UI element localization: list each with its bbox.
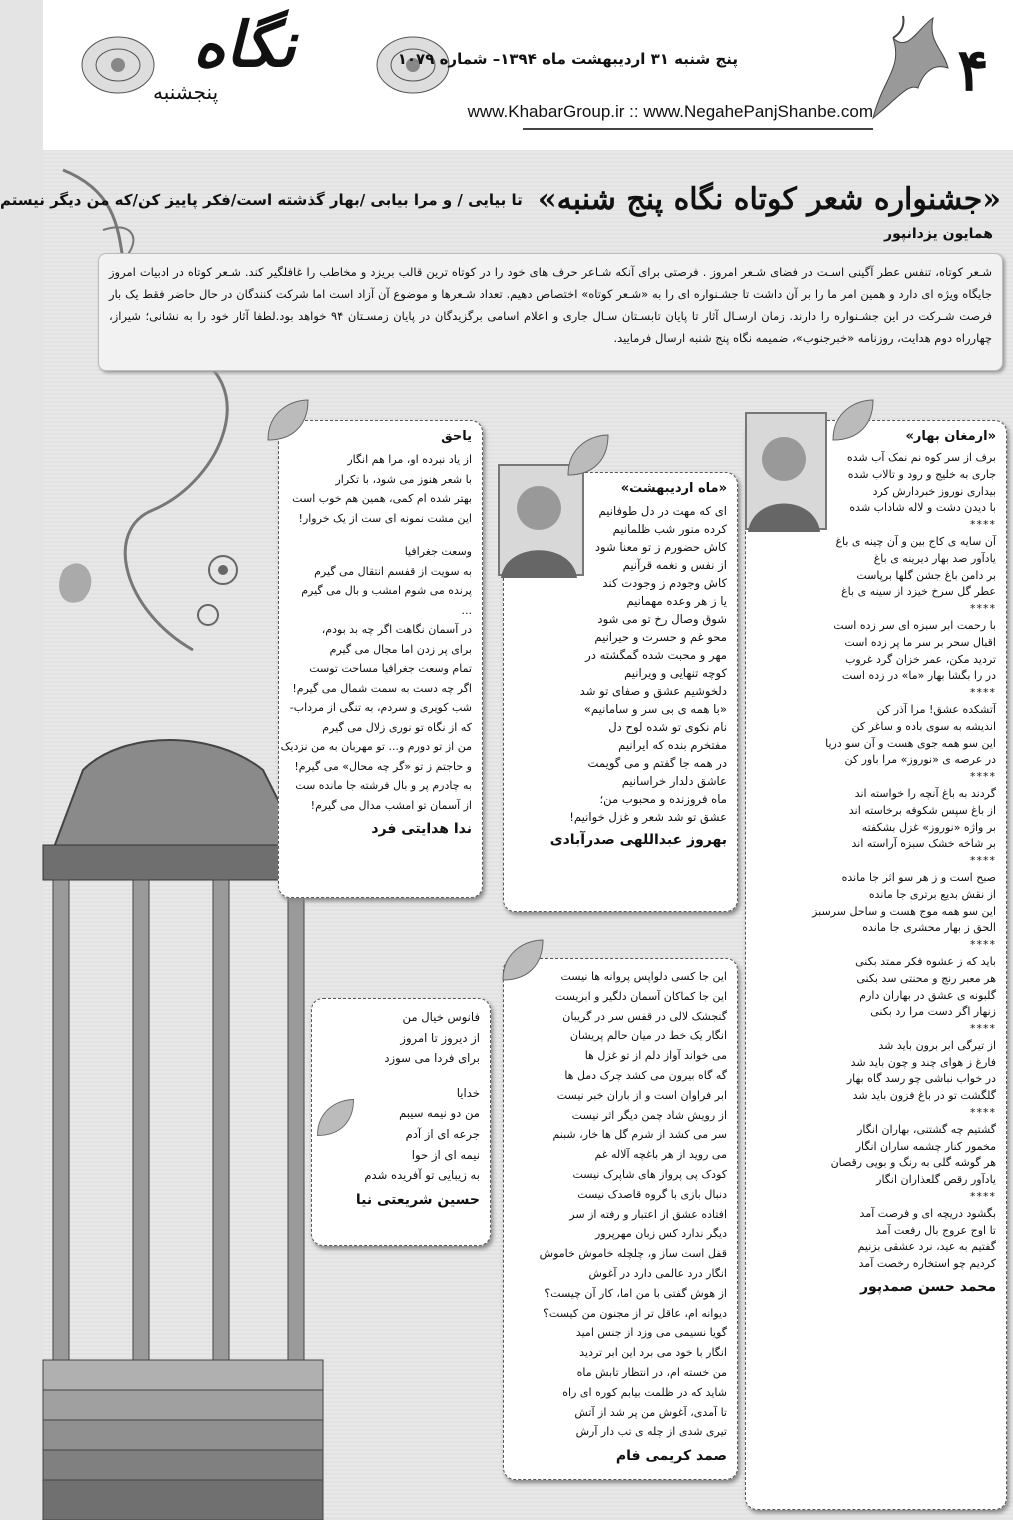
poem-line: از تیرگی ابر برون باید شد <box>878 1038 996 1052</box>
poet-photo <box>498 464 584 576</box>
poem-line: از نقش بدیع برتری جا مانده <box>868 887 996 901</box>
poem-line: شوق وصال رخ تو می شود <box>597 612 727 626</box>
phoenix-ornament-icon <box>863 8 953 128</box>
stanza-separator: **** <box>970 686 996 700</box>
poem-line: این جا کسی دلواپس پروانه ها نیست <box>560 970 727 983</box>
poem-line: بر واژه «نوروز» غزل بشکفته <box>861 820 996 834</box>
poem-line: در را بگشا بهار «ما» در زده است <box>841 669 996 683</box>
poem-line: ... <box>461 603 472 617</box>
poem-line: این سو همه موج هست و ساحل سرسبز <box>812 904 996 918</box>
poem-line: کودک پی پرواز های شاپرک نیست <box>572 1167 727 1181</box>
poem-line: کاش حضورم ز تو معنا شود <box>594 540 727 554</box>
poem-line: گویا نسیمی می وزد از جنس امید <box>575 1326 727 1340</box>
poem-line: وسعت جغرافیا <box>404 545 472 558</box>
poem-line: انگار با خود می برد این ابر تردید <box>579 1346 727 1360</box>
poem-author: بهروز عبداللهی صدرآبادی <box>549 832 727 848</box>
poem-line: برای پر زدن اما مجال می گیرم <box>329 642 472 656</box>
stanza-separator: **** <box>970 770 996 784</box>
title-epigraph: تا بیایی / و مرا بیابی /بهار گذشته است/فکر پاییز کن/که من دیگر نیستم <box>0 190 523 209</box>
poem-line: یا ز هر وعده مهمانیم <box>626 594 727 608</box>
poem-line: خدایا <box>456 1085 480 1100</box>
poem-line: بیداری نوروز خبردارش کرد <box>872 484 996 498</box>
poem-line: شب کویری و سردم، به تنگی از مرداب- <box>289 701 472 714</box>
poem-line: بگشود دریچه ای و فرصت آمد <box>859 1206 996 1220</box>
poem-line: گردند به باغ آنچه را خواسته اند <box>854 786 996 800</box>
leaf-icon <box>313 1095 358 1140</box>
floral-ornament-icon <box>78 30 158 100</box>
stanza-separator: **** <box>970 1106 996 1120</box>
poem-line: ای که مهت در دل طوفانیم <box>598 504 727 518</box>
poem-line: انگار درد عالمی دارد در آغوش <box>588 1266 727 1280</box>
poem-line: از هوش گفتی با من اما، کار آن چیست؟ <box>544 1286 727 1300</box>
poem-box-right <box>745 420 1007 1510</box>
poem-line: با دیدن دشت و لاله شاداب شده <box>849 501 996 515</box>
poem-author: صمد کریمی فام <box>615 1448 727 1465</box>
poem-line: نیمه ای از حوا <box>411 1147 480 1162</box>
title-row <box>0 182 1001 218</box>
poem-line: مخمور کنار چشمه ساران انگار <box>855 1139 996 1153</box>
poem-line: صبح است و ز هر سو اثر جا مانده <box>841 870 996 884</box>
page-number: ۴ <box>957 36 989 104</box>
poem-line: از آسمان تو امشب مدال می گیرم! <box>310 798 472 812</box>
poem-line: هر معبر رنج و محنتی سد بکنی <box>856 971 996 985</box>
poem-line: اندیشه به سوی باده و ساغر کن <box>851 719 996 733</box>
poem-line: جرعه ای از آدم <box>405 1126 480 1141</box>
poem-line: یادآور صد بهار دیرینه ی باغ <box>873 551 996 565</box>
poem-line <box>289 528 472 542</box>
poem-line: از یاد نبرده او، مرا هم انگار <box>347 453 472 466</box>
poem-line: بر دامن باغ جشن گلها برپاست <box>856 568 996 582</box>
stanza-separator: **** <box>970 1190 996 1204</box>
poem-line: مفتخرم بنده که ایرانیم <box>618 738 727 752</box>
poem-line: باید که ز عشوه فکر ممتد بکنی <box>855 954 996 968</box>
epigraph-author: همایون یزدانپور <box>884 226 993 242</box>
poem-line: برف از سر کوه نم نمک آب شده <box>846 451 996 464</box>
poem-line: بهتر شده ام کمی، همین هم خوب است <box>292 492 472 505</box>
leaf-icon <box>498 935 548 985</box>
poem-line: به سویت از قفسم انتقال می گیرم <box>314 564 472 578</box>
poem-line: تا آمدی، آغوش من پر شد از آتش <box>574 1405 727 1419</box>
poem-title: «ماه اردیبهشت» <box>620 481 727 496</box>
poem-line: محو غم و حسرت و حیرانیم <box>594 630 727 644</box>
leaf-icon <box>263 395 313 445</box>
poem-line: من دو نیمه سیبم <box>399 1106 480 1121</box>
poem-line: فانوس خیال من <box>402 1010 480 1024</box>
poem-line: با شعر هنوز می شود، با تکرار <box>335 472 472 486</box>
poem-body <box>514 967 727 1442</box>
poem-body <box>756 450 996 1273</box>
poem-line: دنبال بازی با گروه قاصدک نیست <box>577 1187 727 1201</box>
page-title: «جشنواره شعر کوتاه نگاه پنج شنبه» <box>537 182 1001 217</box>
poem-line: اگر چه دست به سمت شمال می گیرم! <box>292 681 472 695</box>
stanza-separator: **** <box>970 938 996 952</box>
poem-title: «ارمغان بهار» <box>905 429 996 444</box>
poem-line: در آسمان نگاهت اگر چه بد بودم، <box>321 623 472 636</box>
poem-line: گنجشک لالی در قفس سر در گریبان <box>562 1009 727 1023</box>
poem-line: الحق ز بهار محشری جا مانده <box>862 921 996 935</box>
poem-line: آتشکده عشق! مرا آذر کن <box>876 702 996 716</box>
header <box>43 0 1013 150</box>
poem-line: زنهار اگر دست مرا رد بکنی <box>870 1005 996 1019</box>
poem-line: کردیم چو استخاره رخصت آمد <box>858 1257 996 1271</box>
poem-line: ابر فراوان است و از باران خبر نیست <box>556 1088 727 1102</box>
poem-line: فارغ ز هوای چند و چون باید شد <box>850 1055 996 1069</box>
poem-line: از نفس و نغمه قرآنیم <box>622 558 727 572</box>
website-urls: www.KhabarGroup.ir :: www.NegahePanjShanbe.com <box>467 102 873 121</box>
poem-line: تردید مکن، عمر خزان گرد غروب <box>845 652 996 666</box>
poem-body <box>280 450 472 815</box>
poem-line: گشتیم چه گشتنی، بهاران انگار <box>857 1122 996 1136</box>
poem-line: مهر و محبت شده گمگشته در <box>585 648 727 662</box>
poem-line: برای فردا می سوزد <box>384 1051 480 1066</box>
poem-line: از رویش شاد چمن دیگر اثر نیست <box>571 1108 727 1122</box>
stanza-separator: **** <box>970 518 996 532</box>
poem-author: ندا هدایتی فرد <box>371 821 472 837</box>
poem-line: دلخوشیم عشق و صفای تو شد <box>579 684 727 698</box>
stanza-separator: **** <box>970 1022 996 1036</box>
poem-line: تمام وسعت جغرافیا مساحت توست <box>309 662 472 675</box>
poem-box-left-top <box>278 420 483 898</box>
poem-line: هر گوشه گلی به رنگ و بویی رقصان <box>830 1156 996 1170</box>
poem-line: از دیروز تا امروز <box>400 1030 480 1045</box>
poem-line: که از نگاه تو نوری زلال می گیرم <box>322 720 472 734</box>
poem-line: دیگر ندارد کس زبان مهرپرور <box>594 1227 727 1241</box>
poem-line: گفتیم به عید، نرد عشقی بزنیم <box>857 1240 996 1254</box>
poem-line: کاش وجودم ز وجودت کند <box>602 576 727 590</box>
leaf-icon <box>828 395 878 445</box>
poem-line: می خواند آواز دلم از تو غزل ها <box>584 1049 727 1063</box>
poem-line: با رحمت ابر سبزه ای سر زده است <box>833 618 996 632</box>
poem-line: می روید از هر باغچه آلاله غم <box>594 1148 727 1162</box>
poem-line: عاشق دلدار خراسانیم <box>621 774 727 788</box>
poem-line: قفل است ساز و، چلچله خاموش خاموش <box>539 1247 727 1261</box>
divider <box>523 128 873 130</box>
poem-line: این سو همه جوی هست و آن سو دریا <box>825 736 996 750</box>
dateline: پنج شنبه ۳۱ اردیبهشت ماه ۱۳۹۴– شماره ۱۰۷۹ <box>397 50 738 68</box>
poem-line: به زیبایی تو آفریده شدم <box>364 1168 480 1183</box>
logo: نگاه <box>193 8 296 81</box>
intro-paragraph: شـعر کوتاه، تنفس عطر آگینی اسـت در فضای شـعر امروز . فرصتی برای آنکه شـاعر حرف های خود را در کوتاه ترین قالب بریزد و مخاطب را غافلگیر کند. شـعر کوتاه در ادبیات امروز جایگاه ویژه ای دارد و همین امر ما را بر آن داشت تا جشـنواره ای را به «شـعر کوتاه» اختصاص دهیم. تعداد شـعرها و موضوع آن آزاد است اما شرکت کنندگان در حال حاضر فقط یک بار فرصت شـرکت در این جشـنواره را دارند. زمان ارسـال آثار تا پایان تابسـتان سـال جاری و اعلام اسامی برگزیدگان در پایان زمسـتان ۹۴ خواهد بود.لطفا آثار خود را به نشانی؛ شیراز، چهارراه دوم هدایت، روزنامه «خبرجنوب»، ضمیمه نگاه پنج شنبه ارسال فرمایید. <box>98 253 1003 371</box>
poem-line: گلبونه ی عشق در بهاران دارم <box>859 988 996 1002</box>
poem-line: افتاده عشق از اعتبار و رفته از سر <box>569 1207 727 1221</box>
poem-line: عطر گل سرخ خیزد از سینه ی باغ <box>841 585 996 599</box>
stanza-separator: **** <box>970 602 996 616</box>
poem-line: عشق تو شد شعر و غزل خوانیم! <box>569 810 727 824</box>
poem-author: محمد حسن صمدپور <box>859 1279 996 1296</box>
poem-line <box>322 1069 480 1083</box>
poem-line: اقبال سحر بر سر ما پر زده است <box>844 635 996 649</box>
poem-line: یادآور رقص گلعذاران انگار <box>876 1173 996 1187</box>
poem-line: سر می کشد از شرم گل ها خار، شبنم <box>552 1128 727 1142</box>
poem-line: گلگشت تو در باغ فزون باید شد <box>852 1089 996 1103</box>
poem-line: در همه جا گفتم و می گویمت <box>587 756 727 770</box>
poem-title: یاحق <box>441 429 472 444</box>
poem-author: حسین شریعتی نیا <box>355 1191 480 1208</box>
poem-line: از باغ سپس شکوفه برخاسته اند <box>848 803 996 817</box>
poet-photo <box>745 412 827 530</box>
poem-line: گه گاه بیرون می کشد چرک دمل ها <box>564 1068 727 1082</box>
poem-line: در عرصه ی «نوروز» مرا باور کن <box>844 753 996 767</box>
poem-line: ماه فروزنده و محبوب من؛ <box>599 792 727 806</box>
poem-line: این مشت نمونه ای ست از یک خروار! <box>298 511 472 525</box>
poem-line: من از تو دورم و... تو مهربان به من نزدیک <box>280 740 472 753</box>
poem-line: کوچه تنهایی و ویرانیم <box>624 666 727 680</box>
poem-line: تا اوج عروج بال رفعت آمد <box>875 1223 996 1237</box>
poem-line: آن سایه ی کاج بین و آن چینه ی باغ <box>835 534 996 548</box>
logo-subtitle: پنجشنبه <box>153 80 219 104</box>
poem-line: کرده منور شب ظلمانیم <box>612 522 727 536</box>
leaf-icon <box>563 430 613 480</box>
poem-line: به چادرم پر و بال فرشته جا مانده ست <box>295 779 472 792</box>
poem-line: نام نکوی تو شده لوح دل <box>608 720 727 734</box>
poem-box-middle-bottom <box>503 958 738 1480</box>
poem-line: و حاجتم ز تو «گر چه محال» می گیرم! <box>294 759 472 773</box>
poem-line: انگار یک خط در میان حالم پریشان <box>569 1029 727 1043</box>
stanza-separator: **** <box>970 854 996 868</box>
poem-line: «با همه ی بی سر و سامانیم» <box>583 702 727 716</box>
poem-line: شاید که در ظلمت بیابم کوره ای راه <box>562 1385 727 1399</box>
poem-line: پرنده می شوم امشب و بال می گیرم <box>301 584 472 597</box>
poem-line: این جا کماکان آسمان دلگیر و ابریست <box>554 989 727 1003</box>
poem-line: در خواب نباشی چو رسد گاه بهار <box>846 1072 996 1086</box>
poem-line: جاری به خلیج و رود و تالاب شده <box>847 467 996 481</box>
poem-line: من خسته ام، در انتظار تابش ماه <box>576 1365 727 1379</box>
poem-line: بر شاخه خشک سبزه آراسته اند <box>851 837 996 851</box>
poem-line: تیری شدی از چله ی تب دار آرش <box>575 1425 727 1439</box>
poem-line: دیوانه ام، عاقل تر از مجنون من کیست؟ <box>543 1306 727 1320</box>
